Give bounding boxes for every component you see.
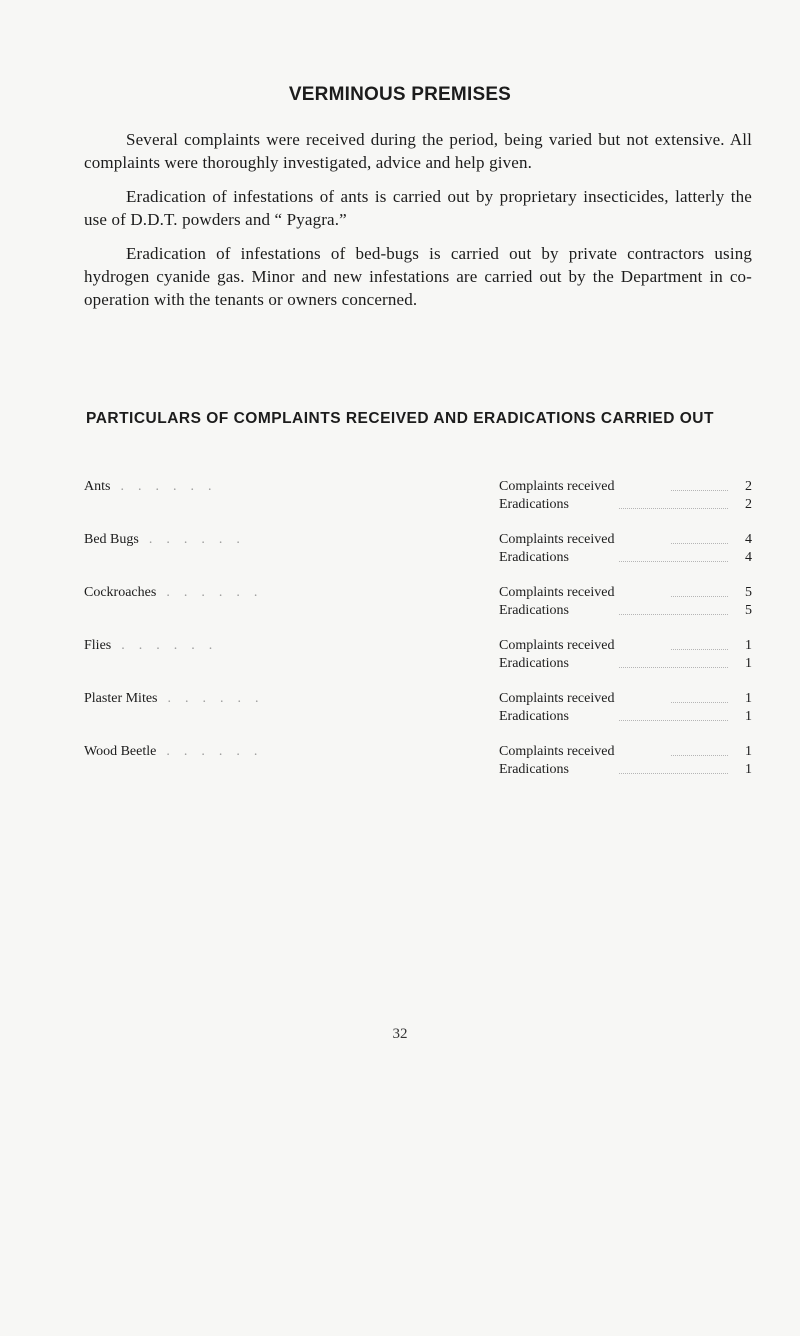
page-title: VERMINOUS PREMISES (288, 84, 512, 105)
eradications-label: Eradications (499, 550, 569, 565)
dot-leader: ...... (167, 691, 273, 706)
paragraph: Eradication of infestations of ants is carried out by proprietary insecticides, latterly the use of D.D.T. powders and “ Pyagra.” (84, 187, 752, 229)
pest-name: Ants (84, 479, 111, 494)
dot-leader (671, 596, 728, 597)
eradications-label: Eradications (499, 762, 569, 777)
table-row (84, 743, 752, 796)
complaints-label: Complaints received (499, 638, 615, 653)
dot-leader: ...... (121, 638, 227, 653)
table-row (84, 584, 752, 637)
dot-leader (619, 720, 728, 721)
page-number: 32 (392, 1026, 408, 1042)
table-row (84, 531, 752, 584)
complaints-line (499, 531, 752, 549)
eradications-value: 4 (745, 550, 752, 565)
dot-leader (671, 702, 728, 703)
complaints-label: Complaints received (499, 691, 615, 706)
dot-leader (619, 667, 728, 668)
complaints-value: 1 (745, 744, 752, 759)
complaints-value: 4 (745, 532, 752, 547)
eradications-label: Eradications (499, 656, 569, 671)
eradications-label: Eradications (499, 709, 569, 724)
complaints-value: 5 (745, 585, 752, 600)
eradications-line (499, 496, 752, 514)
paragraph: Eradication of infestations of bed-bugs is carried out by private contractors using hydrogen cyanide gas. Minor and new infestations are carried out by the Department in co-operation with the tenants or owners concerned. (84, 244, 752, 309)
pest-name-cell (84, 478, 414, 496)
complaints-label: Complaints received (499, 744, 615, 759)
complaints-value: 1 (745, 638, 752, 653)
complaints-value: 2 (745, 479, 752, 494)
dot-leader: ...... (120, 479, 226, 494)
complaints-line (499, 690, 752, 708)
pest-name-cell (84, 690, 414, 708)
dot-leader: ...... (166, 744, 272, 759)
pest-name-cell (84, 743, 414, 761)
eradications-value: 1 (745, 762, 752, 777)
eradications-value: 5 (745, 603, 752, 618)
body-text (84, 128, 752, 322)
pest-name-cell (84, 637, 414, 655)
dot-leader (619, 508, 728, 509)
eradications-value: 2 (745, 497, 752, 512)
complaints-table (84, 478, 752, 796)
eradications-line (499, 655, 752, 673)
dot-leader (671, 543, 728, 544)
dot-leader (671, 490, 728, 491)
eradications-label: Eradications (499, 603, 569, 618)
complaints-label: Complaints received (499, 585, 615, 600)
table-row (84, 637, 752, 690)
complaints-line (499, 637, 752, 655)
complaints-label: Complaints received (499, 532, 615, 547)
pest-name: Wood Beetle (84, 744, 157, 759)
pest-name-cell (84, 531, 414, 549)
eradications-value: 1 (745, 656, 752, 671)
table-row (84, 690, 752, 743)
eradications-line (499, 761, 752, 779)
dot-leader (619, 773, 728, 774)
complaints-line (499, 478, 752, 496)
section-heading: PARTICULARS OF COMPLAINTS RECEIVED AND ERADICATIONS CARRIED OUT (86, 410, 714, 427)
dot-leader: ...... (166, 585, 272, 600)
pest-name: Cockroaches (84, 585, 157, 600)
complaints-label: Complaints received (499, 479, 615, 494)
eradications-line (499, 708, 752, 726)
complaints-value: 1 (745, 691, 752, 706)
pest-name-cell (84, 584, 414, 602)
complaints-line (499, 743, 752, 761)
pest-name: Plaster Mites (84, 691, 158, 706)
eradications-label: Eradications (499, 497, 569, 512)
eradications-line (499, 602, 752, 620)
paragraph: Several complaints were received during the period, being varied but not extensive. All complaints were thoroughly investigated, advice and help given. (84, 130, 752, 172)
dot-leader (619, 614, 728, 615)
dot-leader (619, 561, 728, 562)
table-row (84, 478, 752, 531)
eradications-line (499, 549, 752, 567)
pest-name: Bed Bugs (84, 532, 139, 547)
eradications-value: 1 (745, 709, 752, 724)
pest-name: Flies (84, 638, 112, 653)
dot-leader (671, 649, 728, 650)
dot-leader (671, 755, 728, 756)
dot-leader: ...... (148, 532, 254, 547)
complaints-line (499, 584, 752, 602)
